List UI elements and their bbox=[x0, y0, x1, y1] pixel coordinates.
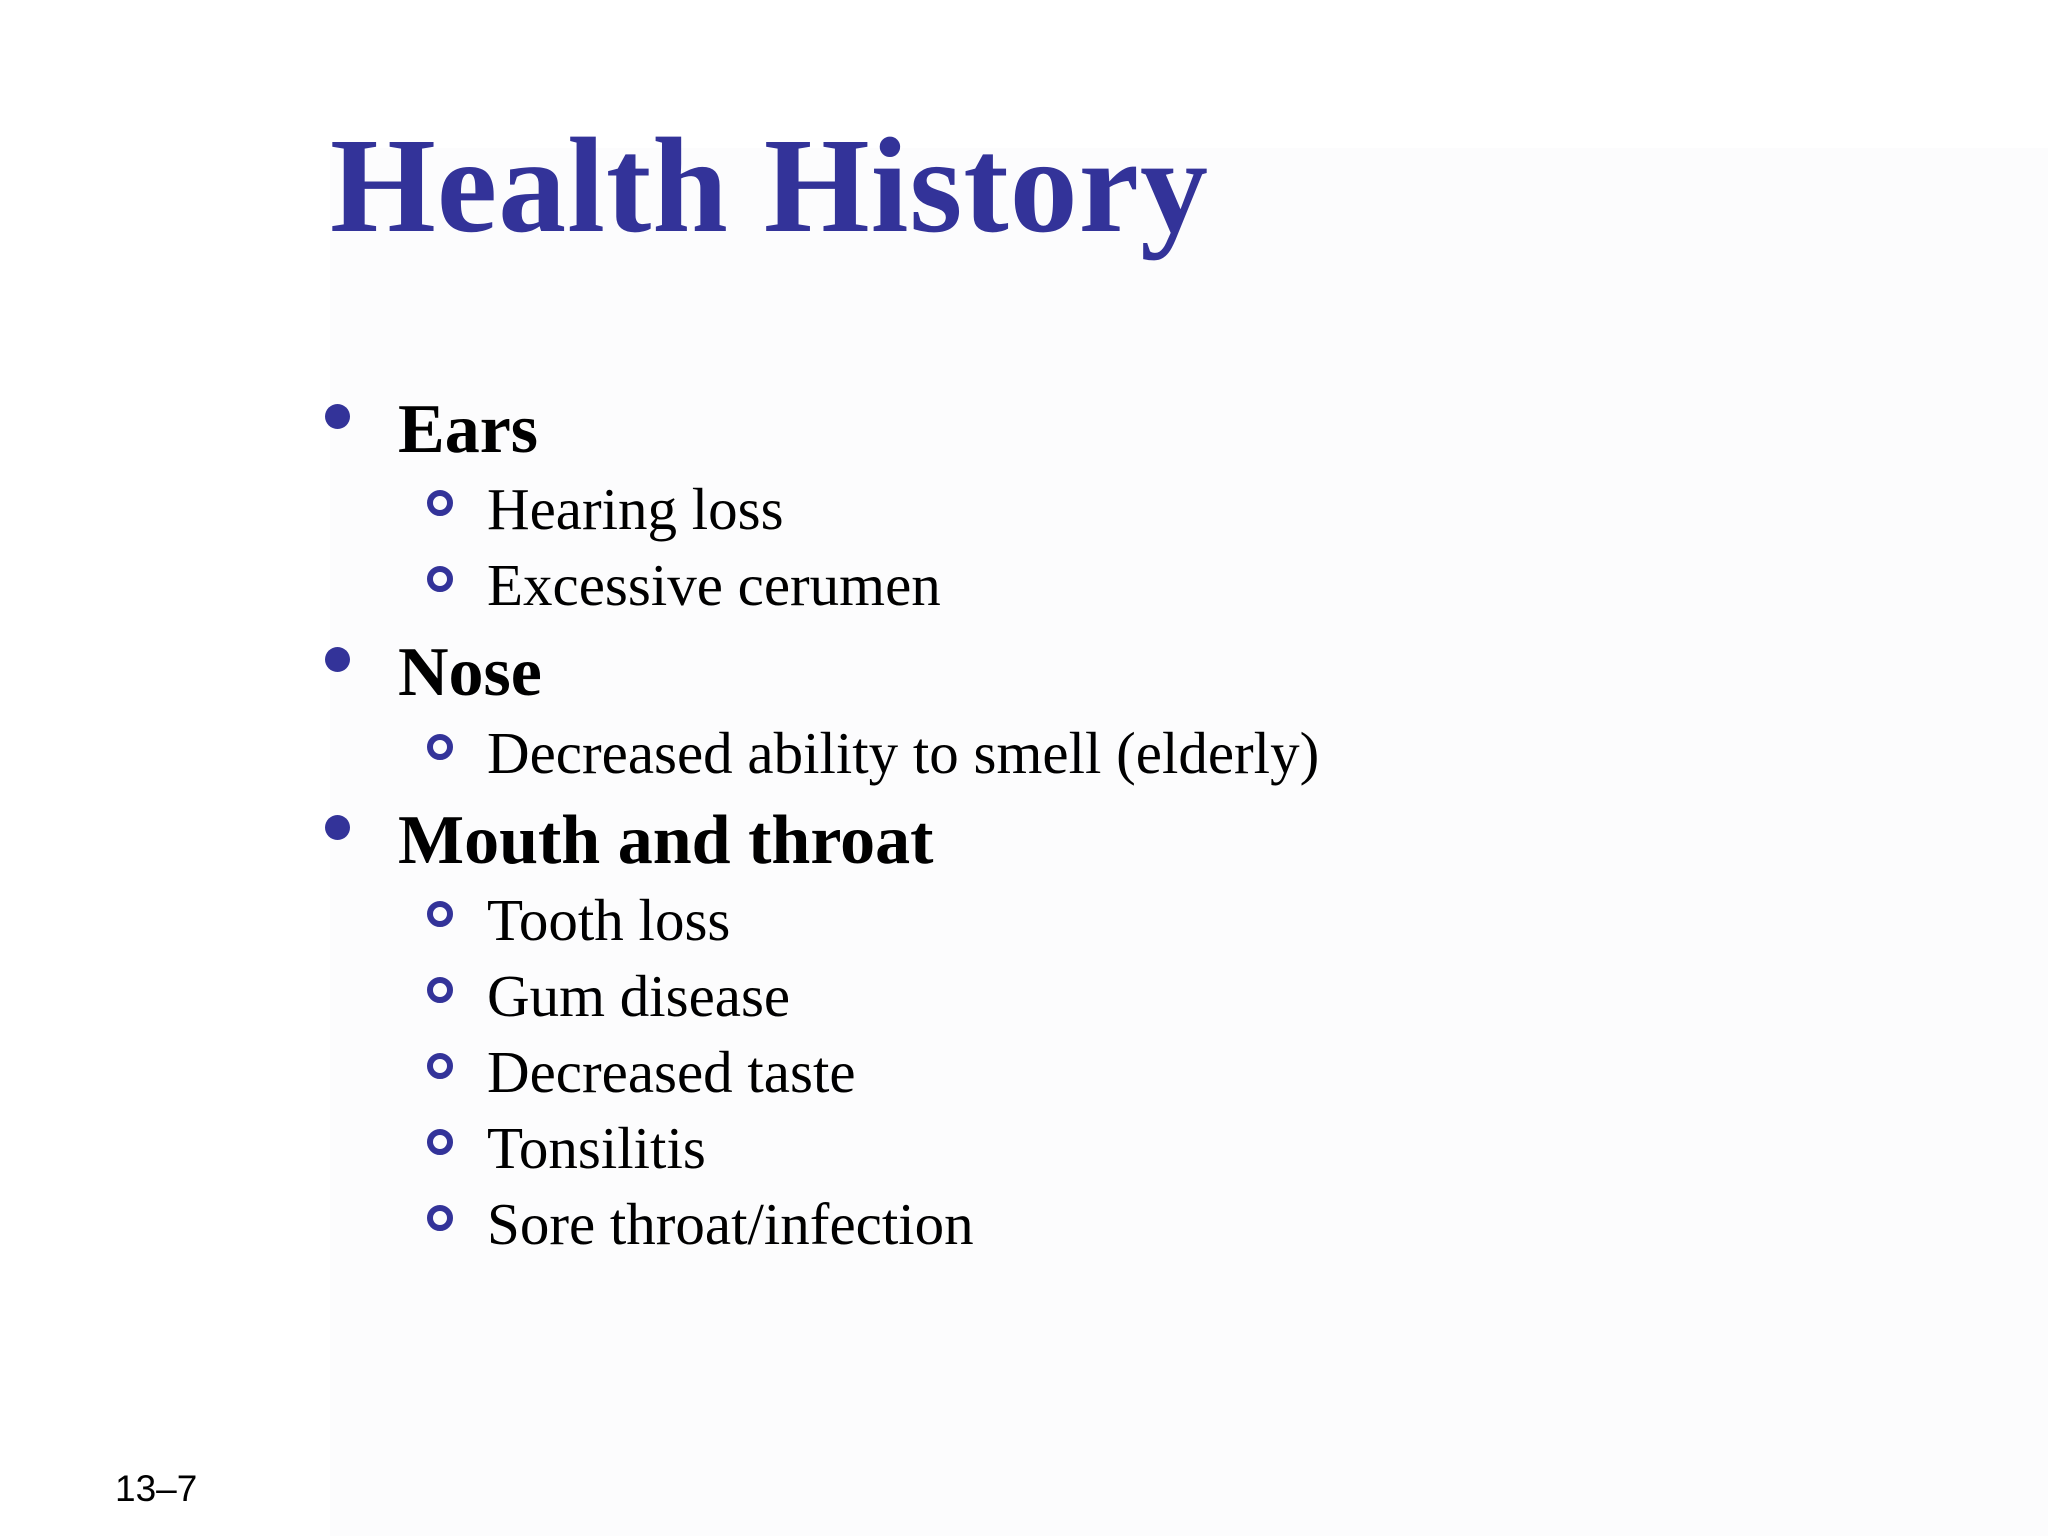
ring-bullet-icon bbox=[427, 1053, 453, 1079]
sub-item-label: Sore throat/infection bbox=[487, 1191, 974, 1257]
filled-circle-bullet-icon bbox=[325, 815, 350, 840]
bullet-item-ears bbox=[398, 391, 538, 468]
sub-item-label: Hearing loss bbox=[487, 476, 784, 542]
filled-circle-bullet-icon bbox=[325, 404, 350, 429]
sub-item-decreased-smell bbox=[487, 720, 1320, 786]
slide-number: 13–7 bbox=[115, 1468, 198, 1509]
ring-bullet-icon bbox=[427, 901, 453, 927]
slide-title: Health History bbox=[330, 111, 1210, 261]
sub-item-label: Tooth loss bbox=[487, 887, 731, 953]
sub-item-gum-disease bbox=[487, 963, 791, 1029]
sub-item-tonsilitis bbox=[487, 1115, 706, 1181]
sub-item-label: Tonsilitis bbox=[487, 1115, 706, 1181]
sub-item-decreased-taste bbox=[487, 1039, 856, 1105]
sub-item-label: Gum disease bbox=[487, 963, 791, 1029]
ring-bullet-icon bbox=[427, 566, 453, 592]
ring-bullet-icon bbox=[427, 1129, 453, 1155]
bullet-label: Mouth and throat bbox=[398, 802, 934, 879]
sub-item-sore-throat-infection bbox=[487, 1191, 974, 1257]
bullet-item-mouth-and-throat bbox=[398, 802, 934, 879]
ring-bullet-icon bbox=[427, 977, 453, 1003]
bullet-label: Ears bbox=[398, 391, 538, 468]
sub-item-label: Decreased taste bbox=[487, 1039, 856, 1105]
sub-item-hearing-loss bbox=[487, 476, 784, 542]
sub-item-excessive-cerumen bbox=[487, 552, 941, 618]
ring-bullet-icon bbox=[427, 734, 453, 760]
filled-circle-bullet-icon bbox=[325, 647, 350, 672]
ring-bullet-icon bbox=[427, 490, 453, 516]
bullet-item-nose bbox=[398, 634, 542, 711]
bullet-label: Nose bbox=[398, 634, 542, 711]
ring-bullet-icon bbox=[427, 1205, 453, 1231]
sub-item-tooth-loss bbox=[487, 887, 731, 953]
sub-item-label: Decreased ability to smell (elderly) bbox=[487, 720, 1320, 786]
sub-item-label: Excessive cerumen bbox=[487, 552, 941, 618]
